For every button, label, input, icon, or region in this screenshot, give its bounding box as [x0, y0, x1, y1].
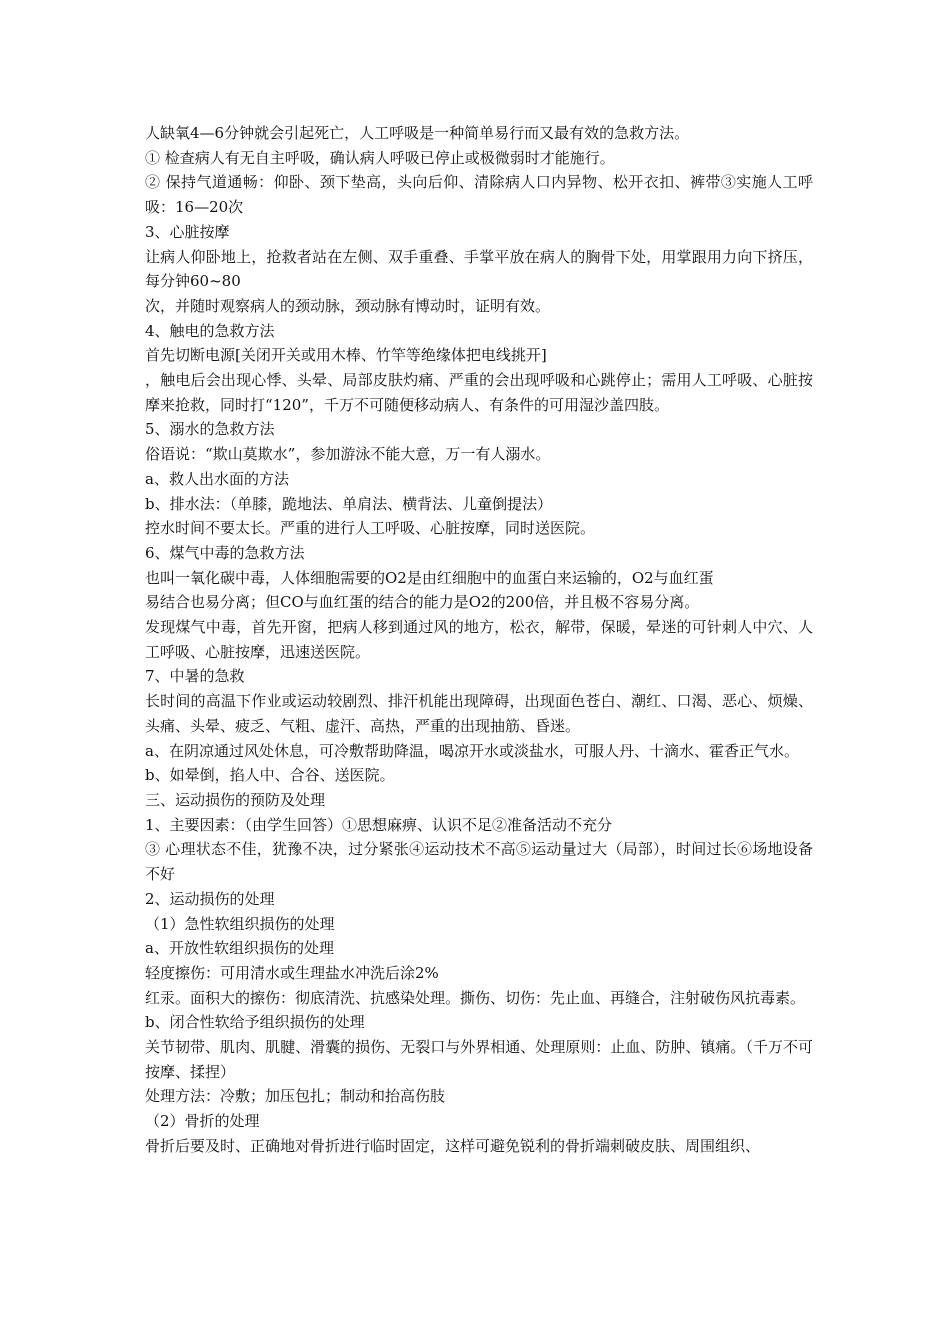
paragraph: b、排水法：（单膝，跪地法、单肩法、横背法、儿童倒提法）: [145, 494, 553, 513]
paragraph: 次，并随时观察病人的颈动脉，颈动脉有博动时，证明有效。: [145, 296, 551, 315]
section-heading: 三、运动损伤的预防及处理: [145, 790, 326, 809]
paragraph: ① 检查病人有无自主呼吸，确认病人呼吸已停止或极微弱时才能施行。: [145, 148, 615, 167]
paragraph: a、救人出水面的方法: [145, 469, 289, 488]
document-body: [145, 121, 813, 1159]
paragraph: 1、主要因素：（由学生回答）①思想麻痹、认识不足②准备活动不充分: [145, 815, 613, 834]
section-heading: 3、心脏按摩: [145, 222, 230, 241]
section-heading: 2、运动损伤的处理: [145, 889, 275, 908]
paragraph: 首先切断电源[关闭开关或用木棒、竹竿等绝缘体把电线挑开]: [145, 346, 547, 365]
paragraph: 红汞。面积大的擦伤：彻底清洗、抗感染处理。撕伤、切伤：先止血、再缝合，注射破伤风抗毒素。: [145, 988, 806, 1007]
paragraph: a、在阴凉通过风处休息，可冷敷帮助降温，喝凉开水或淡盐水，可服人丹、十滴水、霍香正气水。: [145, 741, 799, 760]
paragraph: b、如晕倒，掐人中、合谷、送医院。: [145, 766, 395, 785]
section-heading: 6、煤气中毒的急救方法: [145, 543, 305, 562]
paragraph: 发现煤气中毒，首先开窗，把病人移到通过风的地方，松衣，解带，保暖，晕迷的可针刺人中穴、人工呼吸、心脏按摩，迅速送医院。: [145, 618, 813, 661]
paragraph: ② 保持气道通畅：仰卧、颈下垫高，头向后仰、清除病人口内异物、松开衣扣、裤带③实施人工呼吸：16—20次: [145, 173, 813, 217]
paragraph: ，触电后会出现心悸、头晕、局部皮肤灼痛、严重的会出现呼吸和心跳停止；需用人工呼吸、心脏按摩来抢救，同时打“120”，千万不可随便移动病人、有条件的可用湿沙盖四肢。: [145, 371, 813, 414]
paragraph: ③ 心理状态不佳，犹豫不决，过分紧张④运动技术不高⑤运动量过大（局部），时间过长⑥场地设备不好: [145, 840, 813, 884]
section-heading: 5、溺水的急救方法: [145, 420, 275, 439]
paragraph: 骨折后要及时、正确地对骨折进行临时固定，这样可避免锐利的骨折端刺破皮肤、周围组织、: [145, 1136, 761, 1155]
paragraph: a、开放性软组织损伤的处理: [145, 939, 334, 958]
paragraph: 长时间的高温下作业或运动较剧烈、排汗机能出现障碍，出现面色苍白、潮红、口渴、恶心、烦燥、头痛、头晕、疲乏、气粗、虚汗、高热，严重的出现抽筋、昏迷。: [145, 692, 813, 735]
paragraph: 轻度擦伤：可用清水或生理盐水冲洗后涂2%: [145, 963, 439, 982]
paragraph: 俗语说：“欺山莫欺水”，参加游泳不能大意，万一有人溺水。: [145, 445, 551, 464]
section-heading: 4、触电的急救方法: [145, 321, 275, 340]
subsection-heading: （1）急性软组织损伤的处理: [145, 914, 335, 933]
paragraph: b、闭合性软给予组织损伤的处理: [145, 1013, 365, 1032]
paragraph: 关节韧带、肌肉、肌腱、滑囊的损伤、无裂口与外界相通、处理原则：止血、防肿、镇痛。（千万不可按摩、揉捏）: [145, 1038, 813, 1081]
paragraph: 让病人仰卧地上，抢救者站在左侧、双手重叠、手掌平放在病人的胸骨下处，用掌跟用力向下挤压，每分钟60~80: [145, 247, 813, 291]
subsection-heading: （2）骨折的处理: [145, 1112, 260, 1131]
paragraph: 也叫一氧化碳中毒，人体细胞需要的O2是由红细胞中的血蛋白来运输的，O2与血红蛋: [145, 568, 714, 587]
paragraph: 人缺氧4—6分钟就会引起死亡，人工呼吸是一种简单易行而又最有效的急救方法。: [145, 124, 690, 142]
section-heading: 7、中暑的急救: [145, 667, 245, 686]
paragraph: 处理方法：冷敷；加压包扎；制动和抬高伤肢: [145, 1087, 446, 1106]
paragraph: 易结合也易分离；但CO与血红蛋的结合的能力是O2的200倍，并且极不容易分离。: [145, 593, 700, 612]
paragraph: 控水时间不要太长。严重的进行人工呼吸、心脏按摩，同时送医院。: [145, 519, 596, 538]
